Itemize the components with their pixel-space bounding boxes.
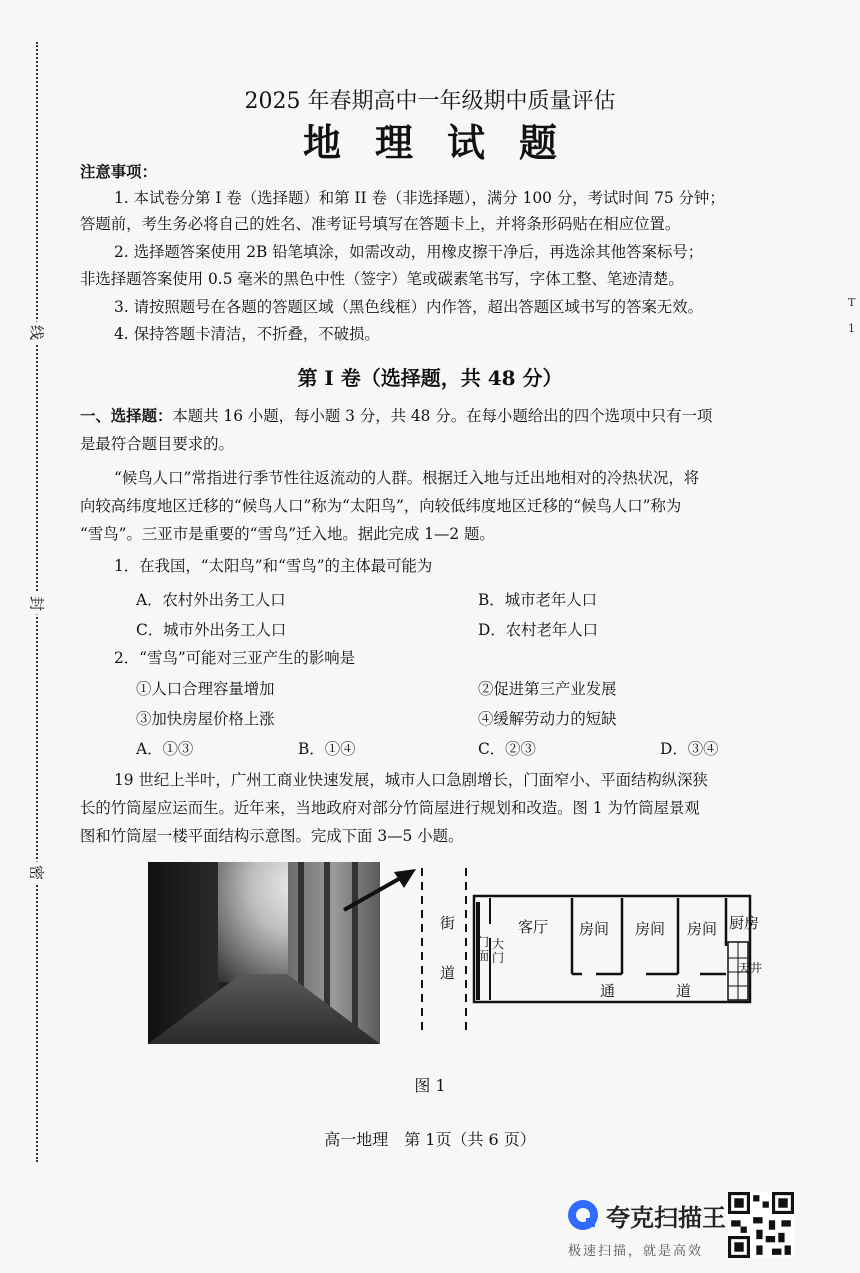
arrow-icon <box>340 860 420 920</box>
section-label: 一、选择题： <box>80 407 173 425</box>
notice-line: 3. 请按照题号在各题的答题区域（黑色线框）内作答，超出答题区域书写的答案无效。 <box>114 298 704 316</box>
passage1-line: “候鸟人口”常指进行季节性往返流动的人群。根据迁入地与迁出地相对的冷热状况，将 <box>114 469 700 487</box>
room-kitchen: 厨房 <box>729 914 760 932</box>
subject-title: 地理试题 <box>302 120 591 165</box>
section-intro-line <box>80 404 712 428</box>
part1-heading: 第 I 卷（选择题，共 48 分） <box>297 366 563 390</box>
gate-label: 大 <box>492 937 505 951</box>
notice-line: 答题前，考生务必将自己的姓名、准考证号填写在答题卡上，并将条形码贴在相应位置。 <box>80 215 681 233</box>
passage1-line: “雪鸟”。三亚市是重要的“雪鸟”迁入地。据此完成 1—2 题。 <box>80 525 495 543</box>
q2-item-3: ③加快房屋价格上涨 <box>136 710 275 728</box>
q2-stem: 2．“雪鸟”可能对三亚产生的影响是 <box>114 649 355 667</box>
q1-option-b: B．城市老年人口 <box>478 591 598 609</box>
room-bedroom: 房间 <box>635 920 666 938</box>
q2-item-2: ②促进第三产业发展 <box>478 680 617 698</box>
q2-option-b: B．①④ <box>298 740 356 758</box>
floor-plan-diagram <box>410 868 770 1038</box>
section-instruction-cont: 是最符合题目要求的。 <box>80 435 234 453</box>
margin-char-mi: 密 <box>27 862 48 884</box>
figure-caption: 图 1 <box>414 1076 446 1095</box>
passage1-line: 向较高纬度地区迁移的“候鸟人口”称为“太阳鸟”，向较低纬度地区迁移的“候鸟人口”称为 <box>80 497 682 515</box>
margin-char-feng: 封 <box>27 593 48 615</box>
q2-item-4: ④缓解劳动力的短缺 <box>478 710 617 728</box>
passage2-line: 长的竹筒屋应运而生。近年来，当地政府对部分竹筒屋进行规划和改造。图 1 为竹筒屋景观 <box>80 799 700 817</box>
q2-item-1: ①人口合理容量增加 <box>136 680 275 698</box>
exam-title: 2025 年春期高中一年级期中质量评估 <box>244 89 616 114</box>
watermark-name: 夸克扫描王 <box>606 1204 726 1232</box>
passage2-line: 图和竹筒屋一楼平面结构示意图。完成下面 3—5 小题。 <box>80 827 464 845</box>
notice-line: 1. 本试卷分第 I 卷（选择题）和第 II 卷（非选择题），满分 100 分，考试时间 75 分钟； <box>114 189 725 207</box>
q1-stem: 1．在我国，“太阳鸟”和“雪鸟”的主体最可能为 <box>114 557 433 575</box>
passage-label: 道 <box>676 982 692 1000</box>
q1-option-d: D．农村老年人口 <box>478 621 599 639</box>
edge-mark: 1 <box>848 322 855 335</box>
courtyard-char: 井 <box>750 961 763 975</box>
notice-heading: 注意事项： <box>80 163 157 181</box>
facade-label: 门 <box>477 935 490 949</box>
gate-label: 门 <box>492 951 505 965</box>
passage-label: 通 <box>600 982 616 1000</box>
courtyard-char: 天 <box>738 961 751 975</box>
q1-option-c: C．城市外出务工人口 <box>136 621 287 639</box>
passage2-line: 19 世纪上半叶，广州工商业快速发展，城市人口急剧增长，门面窄小、平面结构纵深狭 <box>114 771 708 789</box>
room-bedroom: 房间 <box>687 920 718 938</box>
section-instruction: 本题共 16 小题，每小题 3 分，共 48 分。在每小题给出的四个选项中只有一项 <box>172 407 713 425</box>
notice-line: 4. 保持答题卡清洁，不折叠，不破损。 <box>114 325 380 343</box>
notice-line: 2. 选择题答案使用 2B 铅笔填涂，如需改动，用橡皮擦干净后，再选涂其他答案标号； <box>114 243 704 261</box>
qr-code-icon <box>728 1192 794 1258</box>
street-label: 道 <box>440 964 456 982</box>
facade-label: 面 <box>477 949 490 963</box>
room-bedroom: 房间 <box>579 920 610 938</box>
q1-option-a: A．农村外出务工人口 <box>136 591 286 609</box>
courtyard-label <box>738 962 762 975</box>
margin-char-xian: 线 <box>27 322 48 344</box>
q2-option-d: D．③④ <box>660 740 719 758</box>
q2-option-a: A．①③ <box>136 740 194 758</box>
watermark-tagline: 极速扫描，就是高效 <box>568 1244 704 1259</box>
street-label: 街 <box>440 914 456 932</box>
scanner-logo-icon <box>566 1198 600 1232</box>
notice-line: 非选择题答案使用 0.5 毫米的黑色中性（签字）笔或碳素笔书写，字体工整、笔迹清楚。 <box>80 270 684 288</box>
room-living: 客厅 <box>518 918 549 936</box>
edge-mark: T <box>848 296 856 309</box>
q2-option-c: C．②③ <box>478 740 536 758</box>
page-footer: 高一地理 第 1页（共 6 页） <box>324 1130 536 1149</box>
